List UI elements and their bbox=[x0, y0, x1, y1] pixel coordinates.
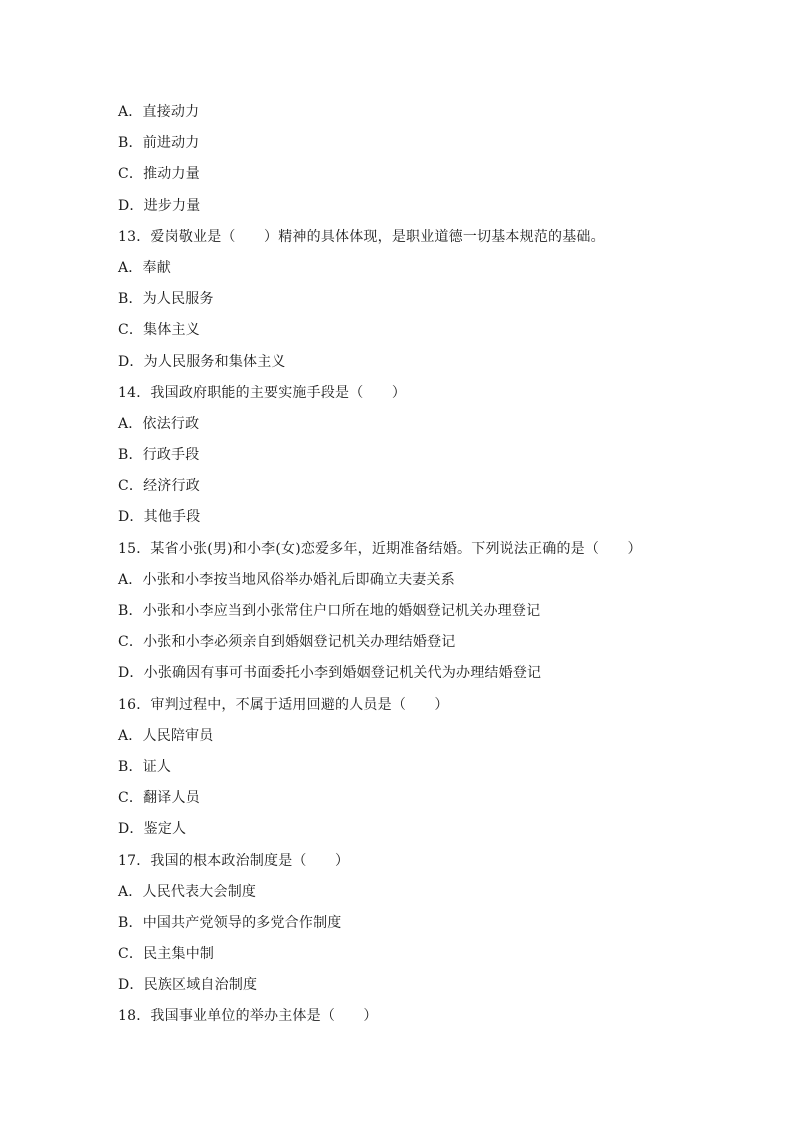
option-c-q14: C．经济行政 bbox=[118, 478, 200, 495]
question-content bbox=[118, 101, 718, 1037]
option-a-q17: A．人民代表大会制度 bbox=[118, 883, 257, 900]
option-d-q15: D．小张确因有事可书面委托小李到婚姻登记机关代为办理结婚登记 bbox=[118, 665, 542, 682]
option-d-q17: D．民族区域自治制度 bbox=[118, 977, 258, 994]
option-c-q13: C．集体主义 bbox=[118, 322, 200, 339]
option-b-q15: B．小张和小李应当到小张常住户口所在地的婚姻登记机关办理登记 bbox=[118, 603, 541, 619]
option-a-q14: A．依法行政 bbox=[118, 415, 200, 432]
option-b-q17: B．中国共产党领导的多党合作制度 bbox=[118, 914, 342, 931]
option-a-q13: A．奉献 bbox=[118, 259, 171, 276]
option-d-q12: D．进步力量 bbox=[118, 197, 201, 214]
question-17: 17．我国的根本政治制度是（ ） bbox=[118, 852, 350, 869]
option-c-q15: C．小张和小李必须亲自到婚姻登记机关办理结婚登记 bbox=[118, 634, 456, 651]
question-18: 18．我国事业单位的举办主体是（ ） bbox=[118, 1008, 378, 1025]
option-a-q15: A．小张和小李按当地风俗举办婚礼后即确立夫妻关系 bbox=[118, 571, 455, 588]
option-a-q16: A．人民陪审员 bbox=[118, 727, 214, 744]
question-13: 13．爱岗敬业是（ ）精神的具体体现，是职业道德一切基本规范的基础。 bbox=[118, 228, 605, 245]
option-b-q13: B．为人民服务 bbox=[118, 291, 214, 308]
option-b-q14: B．行政手段 bbox=[118, 447, 200, 464]
option-b-q16: B．证人 bbox=[118, 758, 172, 775]
option-c-q16: C．翻译人员 bbox=[118, 790, 200, 807]
option-c-q12: C．推动力量 bbox=[118, 166, 200, 183]
option-a-q12: A．直接动力 bbox=[118, 104, 200, 120]
option-d-q13: D．为人民服务和集体主义 bbox=[118, 353, 286, 370]
option-d-q14: D．其他手段 bbox=[118, 509, 201, 526]
option-d-q16: D．鉴定人 bbox=[118, 821, 187, 838]
question-15: 15．某省小张(男)和小李(女)恋爱多年，近期准备结婚。下列说法正确的是（ ） bbox=[118, 540, 642, 557]
question-14: 14．我国政府职能的主要实施手段是（ ） bbox=[118, 384, 407, 401]
option-c-q17: C．民主集中制 bbox=[118, 946, 215, 963]
question-16: 16．审判过程中，不属于适用回避的人员是（ ） bbox=[118, 696, 449, 713]
option-b-q12: B．前进动力 bbox=[118, 135, 200, 152]
